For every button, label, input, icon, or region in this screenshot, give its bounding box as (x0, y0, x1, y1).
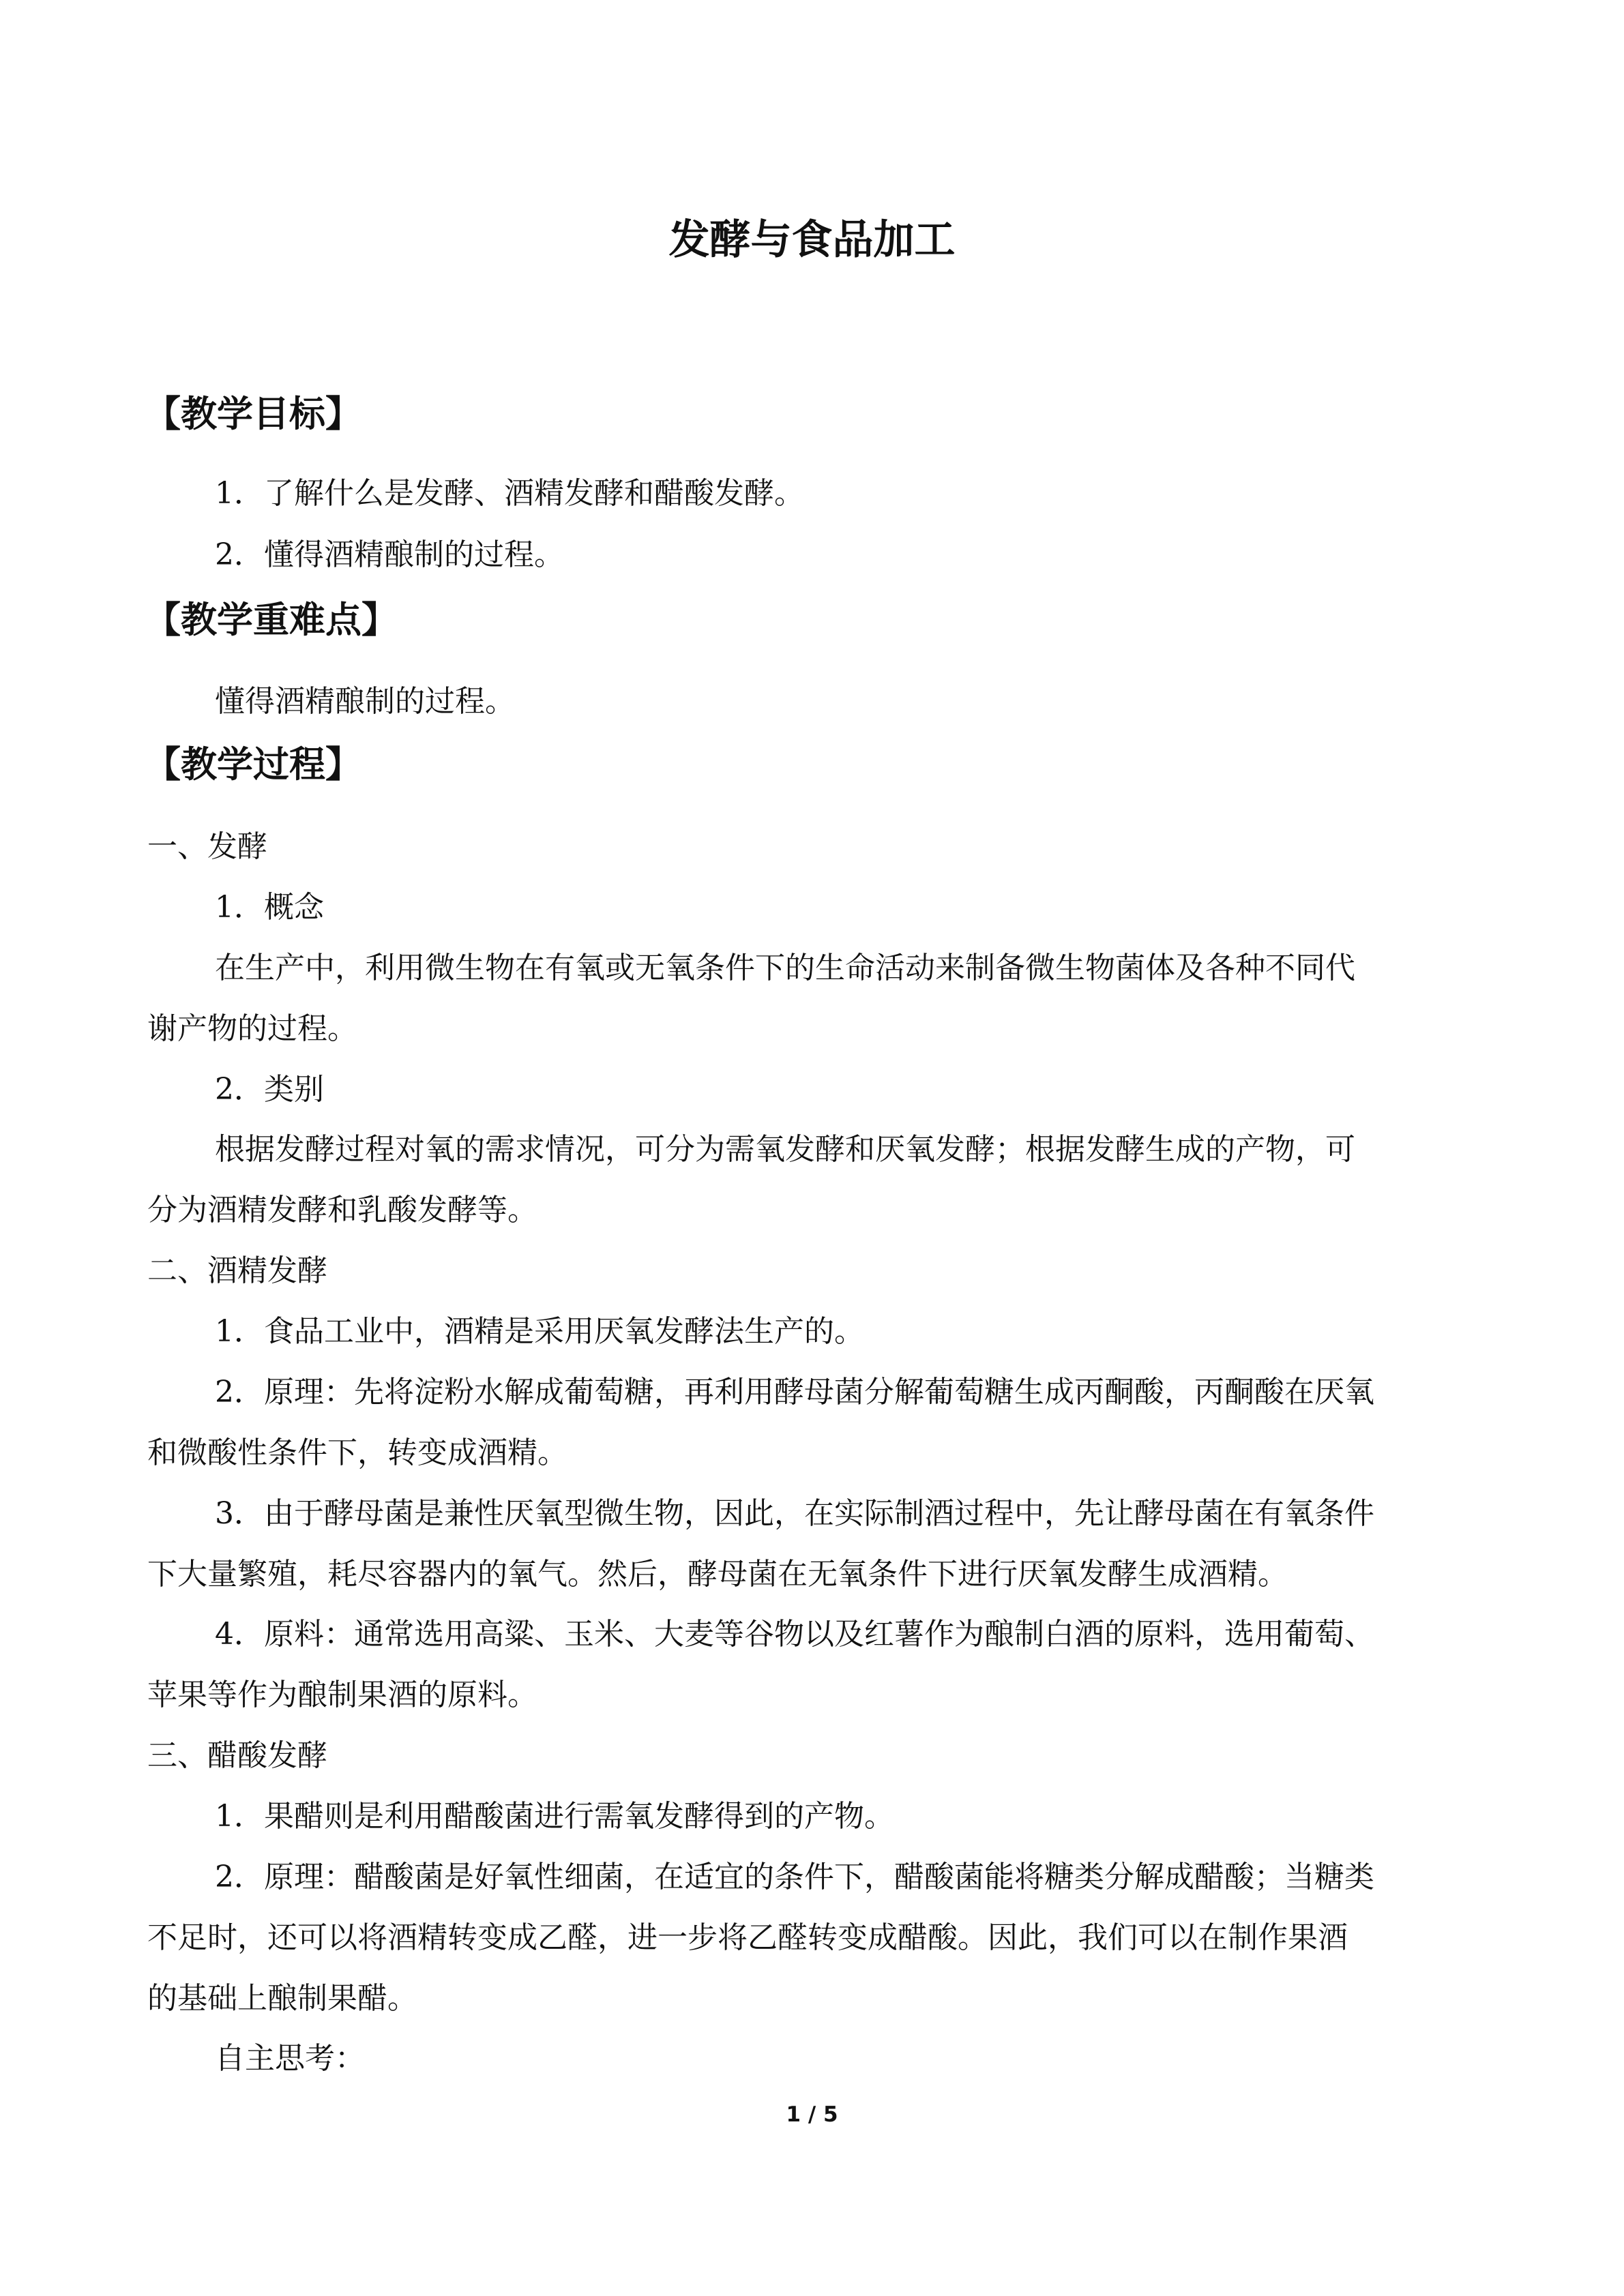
body-line: 谢产物的过程。 (147, 1011, 357, 1046)
section-heading-fermentation: 一、发酵 (147, 829, 267, 864)
objective-item-2: 2．懂得酒精酿制的过程。 (215, 537, 564, 572)
body-line: 1．果醋则是利用醋酸菌进行需氧发酵得到的产物。 (215, 1799, 894, 1834)
page-number: 1 / 5 (786, 2102, 838, 2127)
self-thinking-label: 自主思考： (215, 2041, 365, 2076)
section-heading-alcohol-fermentation: 二、酒精发酵 (147, 1253, 327, 1288)
body-line: 2．原理：醋酸菌是好氧性细菌，在适宜的条件下，醋酸菌能将糖类分解成醋酸；当糖类 (215, 1860, 1374, 1894)
heading-process: 【教学过程】 (145, 744, 361, 786)
section-heading-acetic-fermentation: 三、醋酸发酵 (147, 1738, 327, 1773)
key-points-text: 懂得酒精酿制的过程。 (215, 684, 515, 719)
body-line: 2．类别 (215, 1072, 324, 1107)
body-line: 苹果等作为酿制果酒的原料。 (147, 1678, 537, 1712)
body-line: 2．原理：先将淀粉水解成葡萄糖，再利用酵母菌分解葡萄糖生成丙酮酸，丙酮酸在厌氧 (215, 1375, 1374, 1410)
heading-key-points: 【教学重难点】 (145, 599, 398, 641)
body-line: 不足时，还可以将酒精转变成乙醛，进一步将乙醛转变成醋酸。因此，我们可以在制作果酒 (147, 1920, 1348, 1955)
body-line: 1．概念 (215, 890, 324, 925)
body-line: 和微酸性条件下，转变成酒精。 (147, 1435, 567, 1470)
body-line: 3．由于酵母菌是兼性厌氧型微生物，因此，在实际制酒过程中，先让酵母菌在有氧条件 (215, 1496, 1374, 1531)
objective-item-1: 1．了解什么是发酵、酒精发酵和醋酸发酵。 (215, 476, 804, 511)
body-line: 下大量繁殖，耗尽容器内的氧气。然后，酵母菌在无氧条件下进行厌氧发酵生成酒精。 (147, 1557, 1288, 1592)
body-line: 在生产中，利用微生物在有氧或无氧条件下的生命活动来制备微生物菌体及各种不同代 (215, 951, 1355, 985)
body-line: 1．食品工业中，酒精是采用厌氧发酵法生产的。 (215, 1314, 864, 1349)
document-title: 发酵与食品加工 (668, 216, 956, 264)
body-line: 分为酒精发酵和乳酸发酵等。 (147, 1193, 537, 1227)
body-line: 根据发酵过程对氧的需求情况，可分为需氧发酵和厌氧发酵；根据发酵生成的产物，可 (215, 1132, 1355, 1167)
heading-objectives: 【教学目标】 (145, 393, 361, 435)
body-line: 的基础上酿制果醋。 (147, 1981, 417, 2016)
body-line: 4．原料：通常选用高粱、玉米、大麦等谷物以及红薯作为酿制白酒的原料，选用葡萄、 (215, 1617, 1374, 1652)
